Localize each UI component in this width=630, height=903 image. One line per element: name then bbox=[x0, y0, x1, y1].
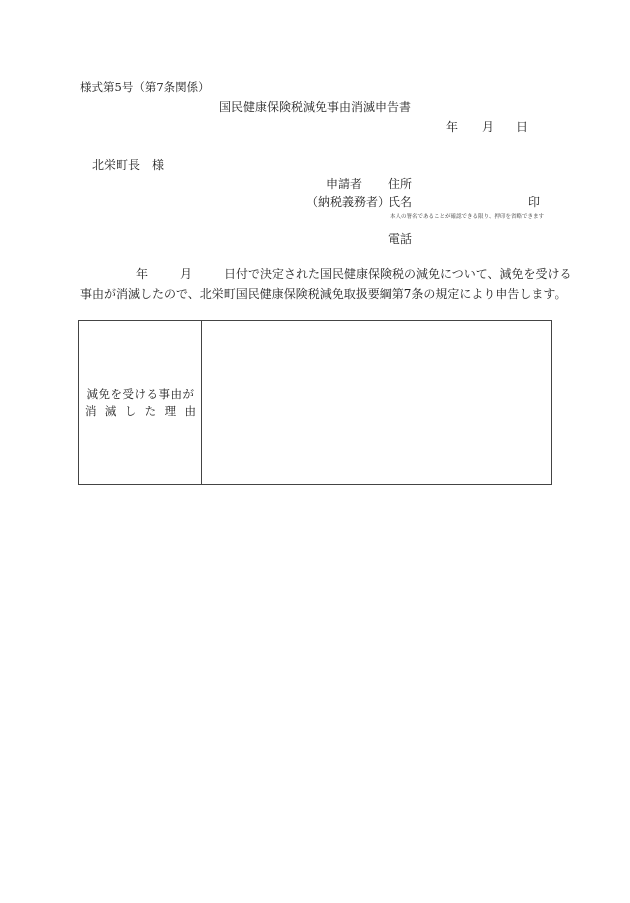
reason-content-cell[interactable] bbox=[202, 321, 551, 484]
body-year-label: 年 bbox=[136, 267, 149, 281]
document-title: 国民健康保険税減免事由消滅申告書 bbox=[218, 100, 411, 114]
body-text-line-2: 事由が消滅したので、北栄町国民健康保険税減免取扱要綱第7条の規定により申告します。 bbox=[80, 287, 567, 301]
reason-table bbox=[78, 320, 552, 485]
signature-note: 本人の署名であることが確認できる限り、押印を省略できます bbox=[390, 214, 545, 220]
applicant-label: 申請者 bbox=[326, 177, 363, 191]
body-month-label: 月 bbox=[180, 267, 193, 281]
address-field-label: 住所 bbox=[388, 177, 413, 191]
body-text-line-1 bbox=[80, 267, 572, 281]
reason-label-char: 消 bbox=[85, 404, 97, 418]
reason-label-char: し bbox=[124, 404, 137, 418]
name-field-label: 氏名 bbox=[388, 195, 413, 209]
reason-label-char: 滅 bbox=[104, 404, 117, 418]
seal-mark: 印 bbox=[528, 195, 541, 209]
reason-label-char: 理 bbox=[164, 404, 177, 418]
addressee: 北栄町長 様 bbox=[92, 158, 165, 172]
body-line-1-text: 日付で決定された国民健康保険税の減免について、減免を受ける bbox=[224, 267, 572, 281]
date-year-label: 年 bbox=[446, 120, 459, 134]
phone-field-label: 電話 bbox=[388, 232, 413, 246]
reason-label-cell bbox=[79, 321, 202, 484]
form-number: 様式第5号（第7条関係） bbox=[80, 80, 210, 94]
reason-label-line-1: 減免を受ける事由が bbox=[86, 387, 195, 401]
reason-label-char: 由 bbox=[184, 404, 196, 418]
reason-label-line-2 bbox=[85, 406, 196, 418]
taxpayer-label: （納税義務者） bbox=[306, 195, 391, 209]
date-month-label: 月 bbox=[482, 120, 495, 134]
reason-label-char: た bbox=[144, 404, 157, 418]
date-day-label: 日 bbox=[516, 120, 529, 134]
